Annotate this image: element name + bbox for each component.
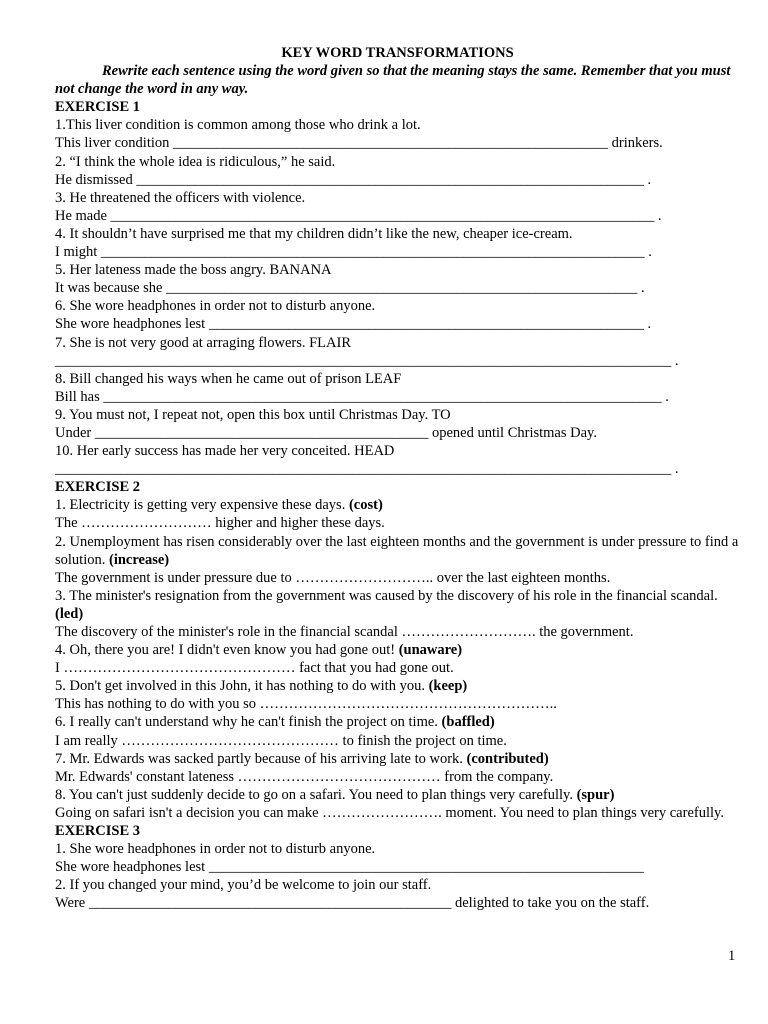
ex2-question	[55, 713, 740, 731]
ex2-question	[55, 641, 740, 659]
ex2-question	[55, 786, 740, 804]
ex1-line: I might ___________________________________________________________________________ .	[55, 244, 652, 261]
ex1-line: 7. She is not very good at arraging flowers. FLAIR	[55, 334, 351, 351]
key-word: (unaware)	[398, 642, 463, 659]
ex1-line: He dismissed ______________________________________________________________________ .	[55, 171, 652, 188]
key-word: (led)	[55, 605, 84, 622]
ex1-line: 1.This liver condition is common among those who drink a lot.	[55, 117, 421, 134]
question-text: 5. Don't get involved in this John, it has nothing to do with you.	[55, 678, 429, 695]
ex1-line: 3. He threatened the officers with violence.	[55, 189, 306, 206]
ex2-answer-line: This has nothing to do with you so ……………………………………………………..	[55, 696, 557, 713]
ex1-line: It was because she _________________________________________________________________ .	[55, 280, 645, 297]
ex1-line: 4. It shouldn’t have surprised me that my children didn’t like the new, cheaper ice-cream.	[55, 225, 573, 242]
key-word: (cost)	[348, 497, 383, 514]
ex1-line: 6. She wore headphones in order not to disturb anyone.	[55, 298, 376, 315]
exercise-1-heading: EXERCISE 1	[55, 99, 141, 116]
question-text: 4. Oh, there you are! I didn't even know you had gone out!	[55, 642, 399, 659]
ex2-question	[55, 533, 740, 569]
question-text: 3. The minister's resignation from the government was caused by the discovery of his role in the financial scandal.	[55, 587, 718, 604]
key-word: (keep)	[428, 678, 468, 695]
ex3-line: Were __________________________________________________ delighted to take you on the staff.	[55, 895, 650, 912]
ex3-line: 2. If you changed your mind, you’d be welcome to join our staff.	[55, 877, 432, 894]
ex1-line: _____________________________________________________________________________________ .	[55, 352, 679, 369]
question-text: 7. Mr. Edwards was sacked partly because of his arriving late to work.	[55, 750, 467, 767]
ex2-answer-line: I am really ……………………………………… to finish the project on time.	[55, 732, 507, 749]
ex1-line: Bill has _____________________________________________________________________________ .	[55, 388, 669, 405]
ex2-answer-line: I ………………………………………… fact that you had gone out.	[55, 660, 454, 677]
ex2-answer-line: The ……………………… higher and higher these days.	[55, 515, 385, 532]
ex2-answer-line: The government is under pressure due to ……………………….. over the last eighteen months.	[55, 569, 611, 586]
ex2-question	[55, 750, 740, 768]
ex1-line: He made ___________________________________________________________________________ .	[55, 207, 662, 224]
key-word: (contributed)	[466, 750, 549, 767]
ex1-line: She wore headphones lest ____________________________________________________________ .	[55, 316, 652, 333]
ex3-line: She wore headphones lest ____________________________________________________________	[55, 859, 644, 876]
ex1-line: Under ______________________________________________ opened until Christmas Day.	[55, 424, 597, 441]
ex3-line: 1. She wore headphones in order not to disturb anyone.	[55, 841, 376, 858]
ex2-answer-line: Going on safari isn't a decision you can make ……………………. moment. You need to plan things very carefully.	[55, 804, 724, 821]
ex2-question	[55, 587, 740, 623]
key-word: (spur)	[576, 786, 615, 803]
ex2-answer-line: Mr. Edwards' constant lateness …………………………………… from the company.	[55, 768, 554, 785]
exercise-2-heading: EXERCISE 2	[55, 479, 141, 496]
ex1-line: 8. Bill changed his ways when he came out of prison LEAF	[55, 370, 402, 387]
ex1-line: 5. Her lateness made the boss angry. BANANA	[55, 262, 332, 279]
ex1-line: 10. Her early success has made her very conceited. HEAD	[55, 443, 395, 460]
ex2-question	[55, 677, 740, 695]
document-title: KEY WORD TRANSFORMATIONS	[281, 45, 514, 61]
question-text: 2. Unemployment has risen considerably over the last eighteen months and the government is under pressure to find a solution.	[55, 533, 739, 568]
ex1-line: 9. You must not, I repeat not, open this box until Christmas Day. TO	[55, 406, 451, 423]
page-number: 1	[728, 948, 736, 964]
question-text: 6. I really can't understand why he can't finish the project on time.	[55, 714, 442, 731]
question-text: 8. You can't just suddenly decide to go on a safari. You need to plan things very carefully.	[55, 786, 577, 803]
worksheet-content	[55, 44, 740, 913]
key-word: (baffled)	[441, 714, 495, 731]
instructions: Rewrite each sentence using the word given so that the meaning stays the same. Remember that you must not change the word in any way.	[55, 63, 731, 98]
ex1-line: 2. “I think the whole idea is ridiculous,” he said.	[55, 153, 336, 170]
question-text: 1. Electricity is getting very expensive these days.	[55, 497, 349, 514]
ex1-line: _____________________________________________________________________________________ .	[55, 461, 679, 478]
ex2-question	[55, 496, 740, 514]
ex2-answer-line: The discovery of the minister's role in the financial scandal ………………………. the government.	[55, 624, 634, 640]
exercise-3-heading: EXERCISE 3	[55, 823, 141, 840]
ex1-line: This liver condition ____________________________________________________________ drinkers.	[55, 135, 663, 152]
key-word: (increase)	[108, 551, 170, 568]
